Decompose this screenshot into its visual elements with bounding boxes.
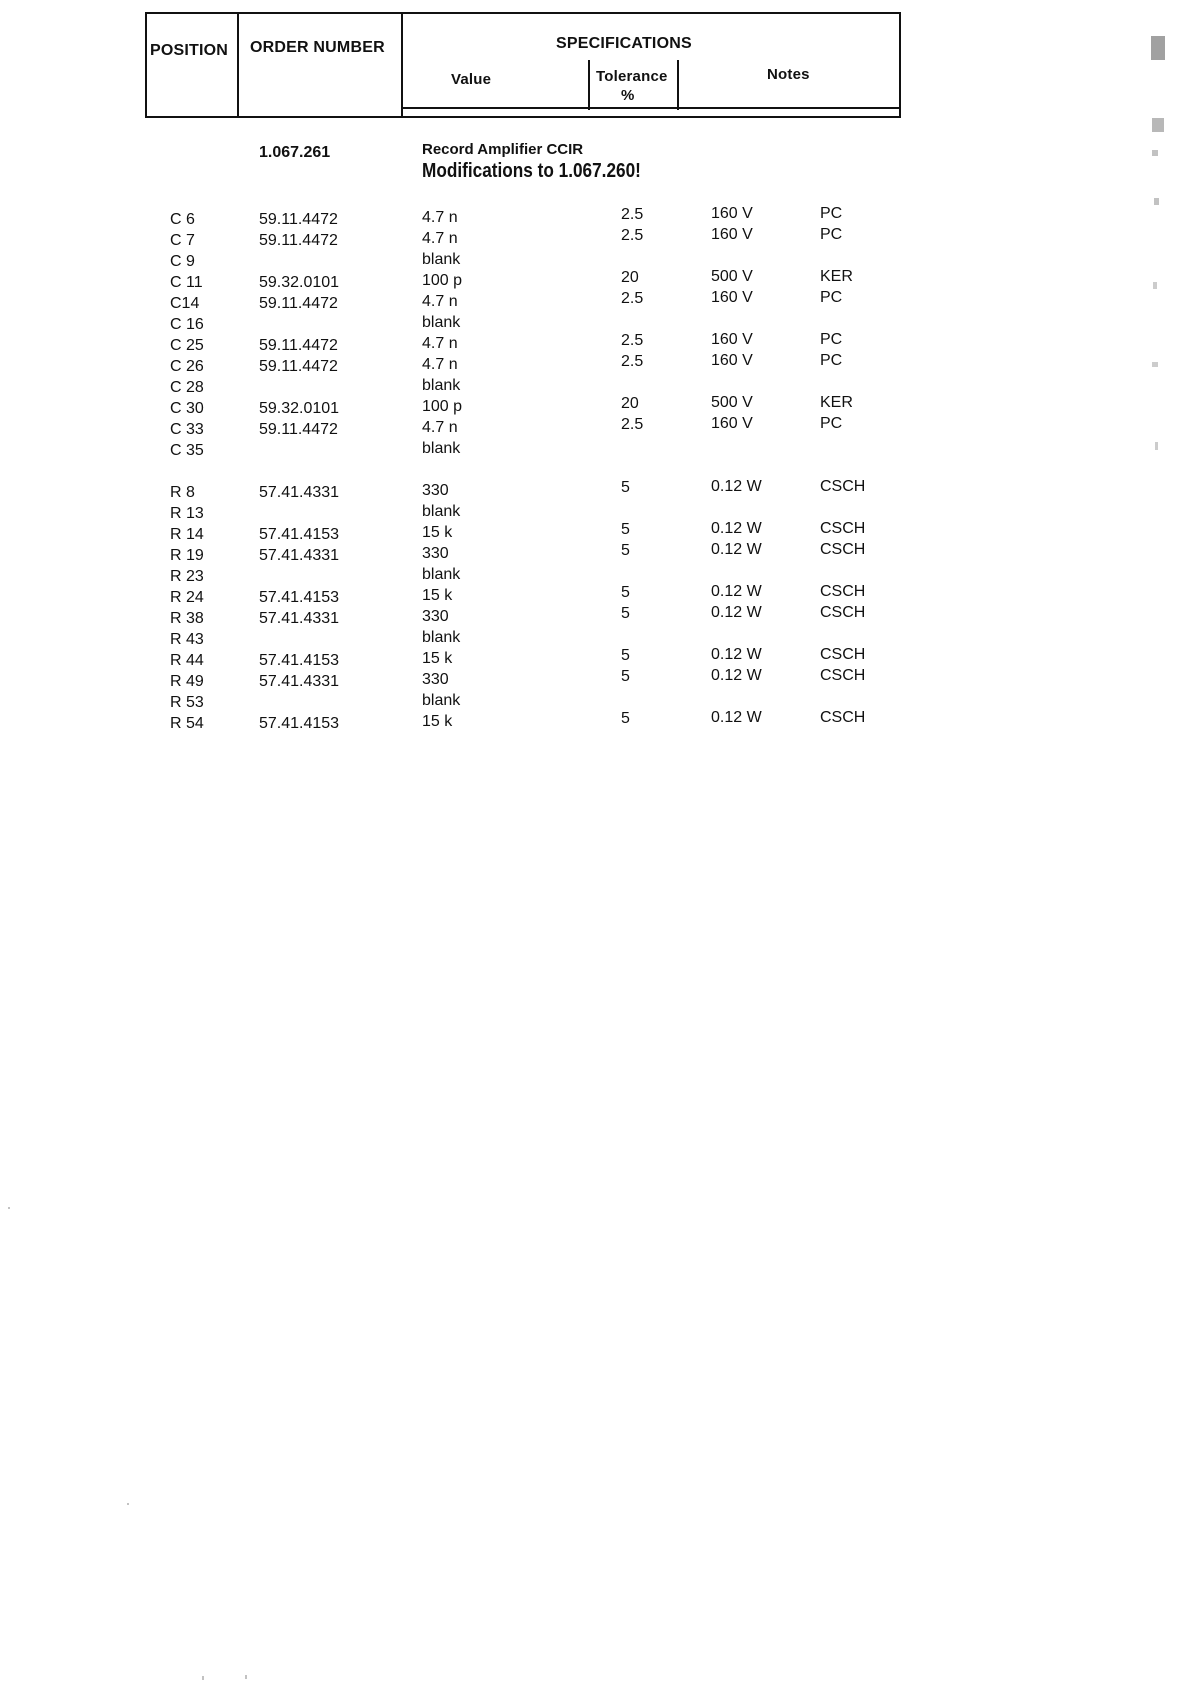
row-notes: CSCH	[820, 478, 866, 495]
scan-artifact	[1154, 198, 1159, 205]
row-value: 4.7 n	[422, 356, 458, 373]
row-tolerance: 5	[621, 479, 630, 496]
row-value: 330	[422, 545, 449, 562]
row-notes: KER	[820, 268, 853, 285]
row-value: 330	[422, 482, 449, 499]
row-position: C 28	[170, 379, 204, 396]
row-position: C 9	[170, 253, 195, 270]
row-rating: 160 V	[711, 352, 753, 369]
header-value: Value	[451, 71, 492, 88]
table-row	[0, 331, 1190, 355]
row-rating: 160 V	[711, 289, 753, 306]
table-row	[0, 439, 1190, 460]
row-tolerance: 2.5	[621, 206, 644, 223]
row-value: blank	[422, 440, 461, 457]
row-position: C 33	[170, 421, 204, 438]
table-row	[0, 604, 1190, 628]
document-subtitle: Modifications to 1.067.260!	[422, 160, 641, 182]
table-row	[0, 565, 1190, 586]
scan-artifact	[1155, 442, 1158, 450]
row-notes: CSCH	[820, 541, 866, 558]
row-value: 15 k	[422, 524, 453, 541]
scan-artifact	[1152, 362, 1158, 367]
row-value: 4.7 n	[422, 230, 458, 247]
header-tolerance-unit: %	[621, 87, 635, 104]
scan-artifact	[1153, 282, 1157, 289]
scan-artifact	[1152, 150, 1158, 156]
table-row	[0, 667, 1190, 691]
row-value: blank	[422, 566, 461, 583]
table-row	[0, 226, 1190, 250]
row-rating: 0.12 W	[711, 709, 762, 726]
row-order-number: 59.11.4472	[259, 295, 338, 312]
table-row	[0, 628, 1190, 649]
row-value: 4.7 n	[422, 293, 458, 310]
table-row	[0, 289, 1190, 313]
row-tolerance: 5	[621, 605, 630, 622]
row-position: C 6	[170, 211, 195, 228]
row-position: C 35	[170, 442, 204, 459]
table-row	[0, 250, 1190, 271]
row-rating: 0.12 W	[711, 646, 762, 663]
row-position: R 53	[170, 694, 204, 711]
table-row	[0, 313, 1190, 334]
header-tolerance: Tolerance	[596, 68, 668, 85]
row-order-number: 57.41.4331	[259, 547, 340, 564]
row-notes: PC	[820, 226, 843, 243]
row-rating: 0.12 W	[711, 520, 762, 537]
row-notes: CSCH	[820, 520, 866, 537]
row-value: blank	[422, 377, 461, 394]
row-value: blank	[422, 314, 461, 331]
row-rating: 0.12 W	[711, 604, 762, 621]
row-tolerance: 2.5	[621, 353, 644, 370]
row-notes: KER	[820, 394, 853, 411]
row-position: R 54	[170, 715, 204, 732]
table-row	[0, 502, 1190, 523]
row-position: R 43	[170, 631, 204, 648]
row-order-number: 57.41.4331	[259, 673, 340, 690]
table-row	[0, 541, 1190, 565]
row-notes: CSCH	[820, 709, 866, 726]
row-position: C 25	[170, 337, 204, 354]
row-tolerance: 5	[621, 710, 630, 727]
row-position: C 30	[170, 400, 204, 417]
row-order-number: 57.41.4153	[259, 589, 340, 606]
row-tolerance: 5	[621, 668, 630, 685]
header-specifications: SPECIFICATIONS	[556, 35, 692, 52]
scan-artifact	[127, 1503, 129, 1505]
row-notes: CSCH	[820, 583, 866, 600]
row-value: blank	[422, 629, 461, 646]
row-position: C 7	[170, 232, 195, 249]
row-rating: 500 V	[711, 394, 753, 411]
scan-artifact	[1151, 36, 1165, 60]
row-position: R 14	[170, 526, 204, 543]
row-notes: PC	[820, 331, 843, 348]
row-tolerance: 5	[621, 647, 630, 664]
scan-artifact	[8, 1207, 10, 1209]
document-title: Record Amplifier CCIR	[422, 141, 584, 158]
table-row	[0, 691, 1190, 712]
row-position: R 13	[170, 505, 204, 522]
row-tolerance: 5	[621, 584, 630, 601]
row-tolerance: 5	[621, 542, 630, 559]
row-position: R 23	[170, 568, 204, 585]
row-order-number: 59.11.4472	[259, 232, 338, 249]
row-value: 15 k	[422, 650, 453, 667]
row-position: C 26	[170, 358, 204, 375]
row-order-number: 57.41.4153	[259, 526, 340, 543]
row-value: 4.7 n	[422, 209, 458, 226]
row-value: 330	[422, 608, 449, 625]
row-notes: PC	[820, 205, 843, 222]
row-tolerance: 5	[621, 521, 630, 538]
table-row	[0, 352, 1190, 376]
header-position: POSITION	[150, 42, 229, 59]
row-tolerance: 2.5	[621, 416, 644, 433]
row-position: C14	[170, 295, 200, 312]
row-order-number: 57.41.4331	[259, 610, 340, 627]
row-notes: PC	[820, 289, 843, 306]
row-value: blank	[422, 251, 461, 268]
table-row	[0, 205, 1190, 229]
row-rating: 0.12 W	[711, 667, 762, 684]
row-tolerance: 20	[621, 395, 639, 412]
header-notes: Notes	[767, 66, 810, 83]
row-rating: 160 V	[711, 415, 753, 432]
row-position: R 49	[170, 673, 204, 690]
table-row	[0, 520, 1190, 544]
row-position: C 16	[170, 316, 204, 333]
row-value: blank	[422, 503, 461, 520]
header-order-number: ORDER NUMBER	[250, 39, 385, 56]
row-rating: 0.12 W	[711, 541, 762, 558]
row-value: 15 k	[422, 713, 453, 730]
row-rating: 160 V	[711, 205, 753, 222]
row-order-number: 59.32.0101	[259, 274, 340, 291]
row-value: 330	[422, 671, 449, 688]
table-row	[0, 376, 1190, 397]
row-order-number: 59.11.4472	[259, 358, 338, 375]
scan-artifact	[1152, 118, 1164, 132]
row-order-number: 59.32.0101	[259, 400, 340, 417]
row-tolerance: 2.5	[621, 290, 644, 307]
row-order-number: 57.41.4153	[259, 715, 340, 732]
row-value: 4.7 n	[422, 335, 458, 352]
row-tolerance: 20	[621, 269, 639, 286]
row-notes: CSCH	[820, 604, 866, 621]
row-position: R 19	[170, 547, 204, 564]
row-notes: PC	[820, 415, 843, 432]
document-order-number: 1.067.261	[259, 144, 331, 161]
row-value: 15 k	[422, 587, 453, 604]
row-position: C 11	[170, 274, 203, 291]
table-row	[0, 709, 1190, 733]
row-position: R 44	[170, 652, 204, 669]
row-value: 4.7 n	[422, 419, 458, 436]
row-tolerance: 2.5	[621, 227, 644, 244]
table-row	[0, 646, 1190, 670]
row-notes: CSCH	[820, 667, 866, 684]
row-rating: 160 V	[711, 331, 753, 348]
row-position: R 24	[170, 589, 204, 606]
row-notes: CSCH	[820, 646, 866, 663]
row-rating: 0.12 W	[711, 583, 762, 600]
row-value: blank	[422, 692, 461, 709]
row-value: 100 p	[422, 272, 463, 289]
row-order-number: 57.41.4153	[259, 652, 340, 669]
row-rating: 0.12 W	[711, 478, 762, 495]
table-row	[0, 583, 1190, 607]
row-position: R 8	[170, 484, 195, 501]
row-order-number: 57.41.4331	[259, 484, 340, 501]
row-rating: 160 V	[711, 226, 753, 243]
scan-artifact	[245, 1675, 247, 1679]
table-row	[0, 268, 1190, 292]
row-order-number: 59.11.4472	[259, 211, 338, 228]
row-notes: PC	[820, 352, 843, 369]
row-order-number: 59.11.4472	[259, 337, 338, 354]
row-order-number: 59.11.4472	[259, 421, 338, 438]
table-row	[0, 478, 1190, 502]
row-position: R 38	[170, 610, 204, 627]
row-value: 100 p	[422, 398, 463, 415]
row-rating: 500 V	[711, 268, 753, 285]
scan-artifact	[202, 1676, 204, 1680]
table-row	[0, 415, 1190, 439]
table-row	[0, 394, 1190, 418]
row-tolerance: 2.5	[621, 332, 644, 349]
